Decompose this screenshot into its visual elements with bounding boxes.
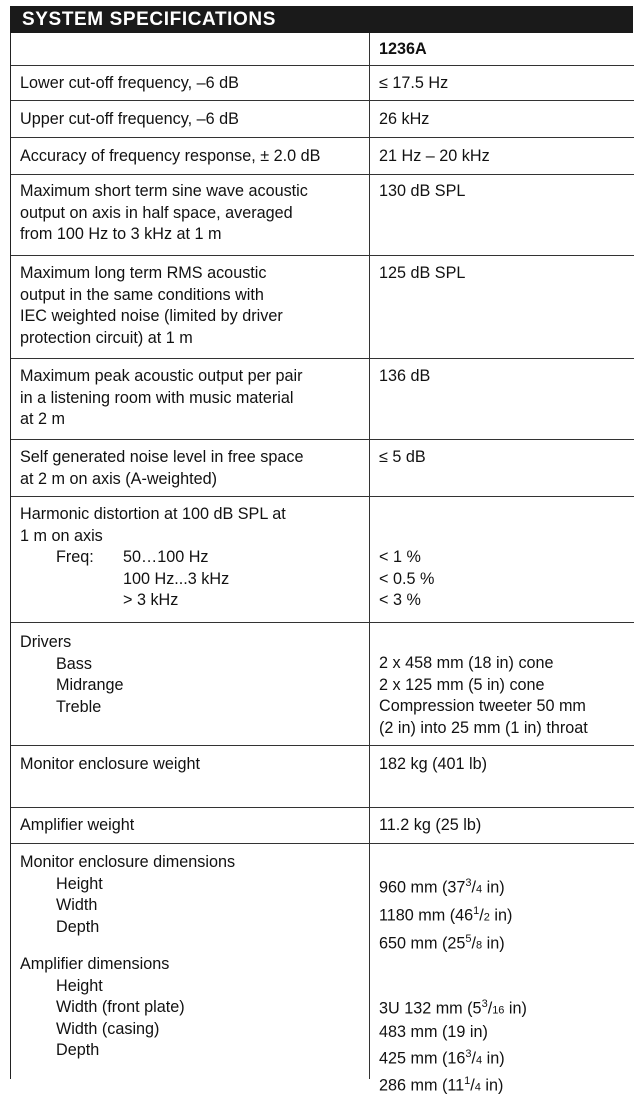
spec-value: 182 kg (401 lb) [379, 755, 487, 773]
spec-label: Accuracy of frequency response, ± 2.0 dB [20, 147, 321, 165]
spec-label: at 2 m [20, 410, 65, 428]
spec-value: < 1 % [379, 548, 421, 566]
spec-label: Maximum long term RMS acoustic [20, 264, 267, 282]
spec-value: 26 kHz [379, 110, 430, 128]
spec-value: 286 mm ($11^1/4$ in) [379, 1075, 504, 1095]
spec-row-noise [11, 440, 634, 497]
spec-value: (2 in) into 25 mm (1 in) throat [379, 718, 588, 737]
spec-value: 483 mm (19 in) [379, 1023, 488, 1042]
spec-label: output in the same conditions with [20, 285, 264, 304]
spec-label: Maximum peak acoustic output per pair [20, 367, 303, 385]
freq-range: 100 Hz...3 kHz [123, 569, 230, 588]
spec-row-lower-cutoff [11, 66, 634, 101]
driver-label: Midrange [56, 676, 124, 694]
spec-row-enclosure-weight [11, 746, 634, 808]
spec-row-peak-output [11, 359, 634, 440]
dimension-label: Width (front plate) [56, 998, 185, 1016]
spec-value: 130 dB SPL [379, 182, 466, 200]
spec-label: IEC weighted noise (limited by driver [20, 307, 283, 325]
spec-label: Amplifier dimensions [20, 955, 170, 973]
spec-label: from 100 Hz to 3 kHz at 1 m [20, 225, 222, 243]
dimension-label: Width (casing) [56, 1019, 160, 1038]
spec-label: output on axis in half space, averaged [20, 203, 293, 222]
spec-label: Upper cut-off frequency, –6 dB [20, 110, 239, 128]
spec-label: Amplifier weight [20, 816, 135, 834]
spec-row-upper-cutoff [11, 101, 634, 138]
spec-value: 3U 132 mm ($5^3/16$ in) [379, 998, 527, 1018]
spec-row-long-term-output [11, 256, 634, 359]
spec-value: 425 mm ($16^3/4$ in) [379, 1047, 505, 1067]
spec-value: ≤ 17.5 Hz [379, 74, 449, 92]
spec-value: < 0.5 % [379, 569, 435, 588]
spec-value: 1180 mm ($46^1/2$ in) [379, 904, 513, 925]
dimension-label: Depth [56, 1041, 100, 1059]
dimension-label: Width [56, 896, 98, 914]
spec-value: 2 x 458 mm (18 in) cone [379, 654, 554, 672]
spec-row-amplifier-weight [11, 808, 634, 844]
spec-title: SYSTEM SPECIFICATIONS [22, 9, 276, 30]
spec-value: 136 dB [379, 367, 431, 385]
freq-range: > 3 kHz [123, 591, 179, 609]
spec-label: in a listening room with music material [20, 388, 294, 407]
spec-label: Monitor enclosure dimensions [20, 853, 236, 871]
freq-label: Freq: [56, 548, 94, 566]
spec-value: 960 mm ($37^3/4$ in) [379, 877, 505, 897]
freq-range: 50…100 Hz [123, 548, 209, 566]
spec-value: 11.2 kg (25 lb) [379, 816, 482, 834]
spec-label: Harmonic distortion at 100 dB SPL at [20, 505, 286, 523]
spec-label: Self generated noise level in free space [20, 448, 304, 466]
dimension-label: Depth [56, 917, 100, 936]
model-name: 1236A [379, 40, 427, 58]
spec-value: 650 mm ($25^5/8$ in) [379, 932, 505, 953]
spec-value: 125 dB SPL [379, 264, 466, 282]
spec-value: ≤ 5 dB [379, 448, 426, 466]
spec-row-short-term-output [11, 175, 634, 256]
freq-line [20, 547, 369, 569]
spec-value: 2 x 125 mm (5 in) cone [379, 675, 545, 694]
spec-label: Monitor enclosure weight [20, 755, 200, 773]
spec-label: Lower cut-off frequency, –6 dB [20, 74, 239, 92]
spec-row-dimensions [11, 844, 634, 1095]
spec-label: 1 m on axis [20, 526, 103, 545]
spec-label: at 2 m on axis (A-weighted) [20, 469, 218, 488]
spec-value: < 3 % [379, 591, 421, 609]
spec-value: 21 Hz – 20 kHz [379, 147, 490, 165]
spec-table [10, 33, 634, 1095]
spec-row-distortion [11, 497, 634, 623]
driver-label: Treble [56, 697, 102, 716]
dimension-label: Height [56, 976, 103, 995]
spec-title-bar [10, 6, 633, 33]
spec-row-accuracy [11, 138, 634, 175]
driver-label: Bass [56, 654, 92, 673]
dimension-label: Height [56, 874, 103, 893]
spec-label: Drivers [20, 633, 72, 651]
header-row [11, 33, 634, 66]
spec-label: protection circuit) at 1 m [20, 328, 193, 347]
spec-value: Compression tweeter 50 mm [379, 697, 586, 715]
spec-row-drivers [11, 623, 634, 746]
spec-label: Maximum short term sine wave acoustic [20, 182, 308, 200]
